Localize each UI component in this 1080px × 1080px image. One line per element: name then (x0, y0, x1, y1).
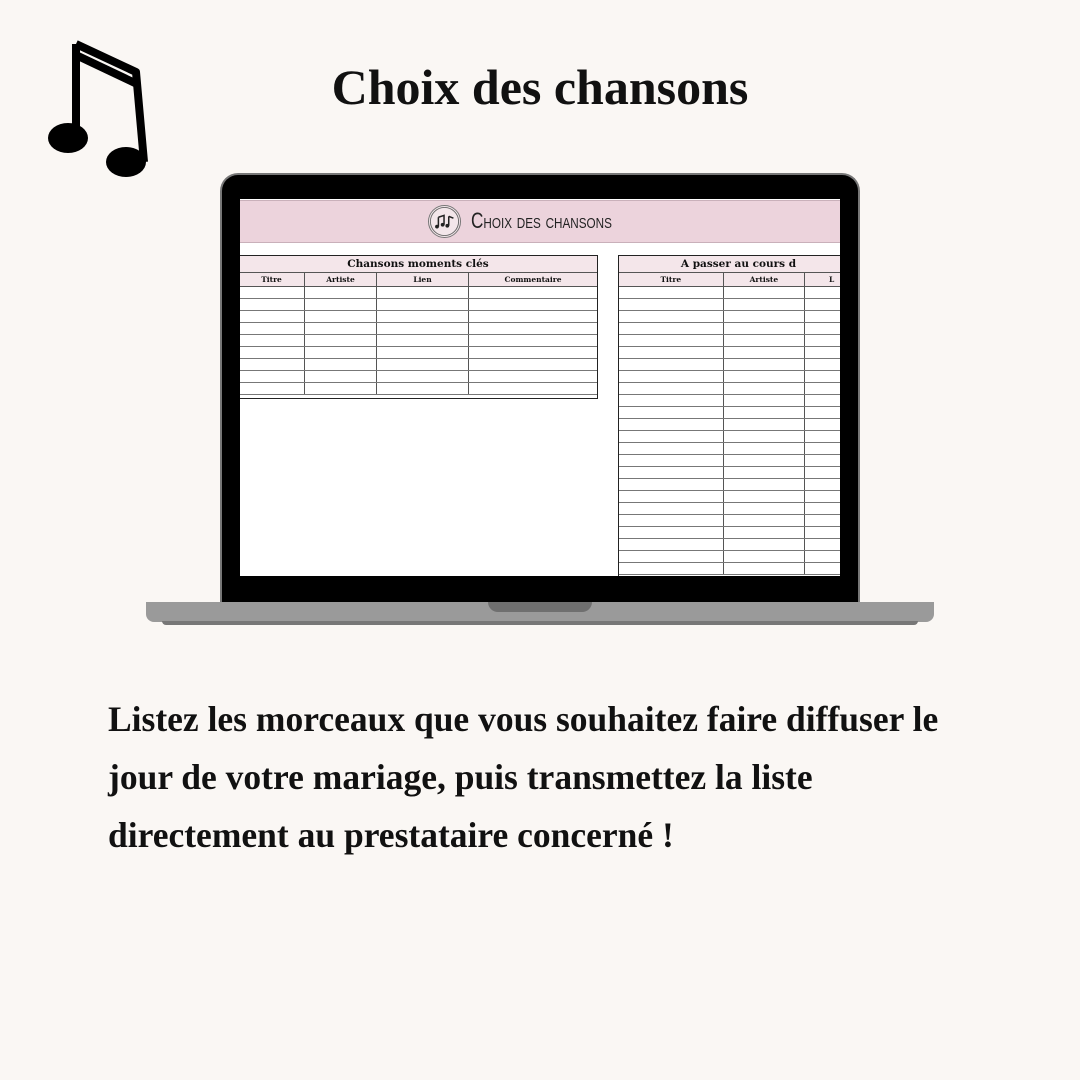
table-row[interactable] (619, 479, 840, 491)
table-title: A passer au cours d (619, 256, 840, 273)
table-row[interactable] (240, 287, 597, 299)
table-row[interactable] (619, 287, 840, 299)
table-cell[interactable] (805, 467, 840, 478)
table-cell[interactable] (619, 407, 724, 418)
table-cell[interactable] (469, 383, 597, 394)
table-cell[interactable] (805, 359, 840, 370)
table-cell[interactable] (619, 359, 724, 370)
table-cell[interactable] (240, 371, 305, 382)
spreadsheet-screen (240, 199, 840, 576)
table-cell[interactable] (305, 335, 377, 346)
table-body (619, 287, 840, 575)
table-cell[interactable] (805, 563, 840, 574)
table-row[interactable] (619, 515, 840, 527)
table-cell[interactable] (724, 407, 806, 418)
table-row[interactable] (619, 431, 840, 443)
table-cell[interactable] (724, 455, 806, 466)
table-cell[interactable] (619, 323, 724, 334)
table-cell[interactable] (724, 371, 806, 382)
table-cell[interactable] (240, 359, 305, 370)
table-cell[interactable] (724, 431, 806, 442)
table-cell[interactable] (619, 335, 724, 346)
table-cell[interactable] (305, 347, 377, 358)
table-cell[interactable] (619, 467, 724, 478)
table-row[interactable] (240, 347, 597, 359)
table-cell[interactable] (377, 311, 469, 322)
table-row[interactable] (619, 311, 840, 323)
table-cell[interactable] (805, 527, 840, 538)
table-row[interactable] (240, 323, 597, 335)
table-row[interactable] (619, 419, 840, 431)
table-cell[interactable] (305, 383, 377, 394)
table-cell[interactable] (805, 299, 840, 310)
table-cell[interactable] (805, 455, 840, 466)
sheet-title: Choix des chansons (471, 208, 612, 233)
table-cell[interactable] (805, 323, 840, 334)
table-cell[interactable] (805, 407, 840, 418)
table-cell[interactable] (377, 287, 469, 298)
table-cell[interactable] (805, 551, 840, 562)
table-cell[interactable] (305, 323, 377, 334)
table-cell[interactable] (724, 383, 806, 394)
table-row[interactable] (240, 311, 597, 323)
table-cell[interactable] (724, 395, 806, 406)
table-cell[interactable] (377, 323, 469, 334)
table-cell[interactable] (724, 491, 806, 502)
table-row[interactable] (619, 299, 840, 311)
table-cell[interactable] (724, 323, 806, 334)
table-cell[interactable] (724, 563, 806, 574)
table-cell[interactable] (805, 335, 840, 346)
table-cell[interactable] (805, 395, 840, 406)
table-cell[interactable] (469, 359, 597, 370)
table-cell[interactable] (619, 527, 724, 538)
table-cell[interactable] (805, 491, 840, 502)
table-cell[interactable] (619, 503, 724, 514)
table-cell[interactable] (724, 479, 806, 490)
table-cell[interactable] (305, 299, 377, 310)
table-row[interactable] (619, 443, 840, 455)
table-key-moments (240, 255, 598, 399)
table-cell[interactable] (240, 347, 305, 358)
table-cell[interactable] (724, 335, 806, 346)
table-row[interactable] (240, 371, 597, 383)
table-header-row (240, 273, 597, 287)
table-cell[interactable] (619, 383, 724, 394)
table-cell[interactable] (240, 323, 305, 334)
table-cell[interactable] (724, 551, 806, 562)
table-row[interactable] (240, 383, 597, 395)
table-body (240, 287, 597, 395)
laptop-base-edge (162, 621, 918, 625)
table-cell[interactable] (805, 383, 840, 394)
table-cell[interactable] (724, 443, 806, 454)
table-cell[interactable] (805, 515, 840, 526)
table-row[interactable] (619, 563, 840, 575)
table-header-row (619, 273, 840, 287)
table-cell[interactable] (805, 347, 840, 358)
table-cell[interactable] (377, 347, 469, 358)
table-cell[interactable] (619, 347, 724, 358)
table-cell[interactable] (724, 539, 806, 550)
table-cell[interactable] (724, 311, 806, 322)
description-text: Listez les morceaux que vous souhaitez faire diffuser le jour de votre mariage, puis transmettez la liste directement au prestataire concerné ! (108, 699, 939, 855)
table-cell[interactable] (724, 419, 806, 430)
table-cell[interactable] (805, 311, 840, 322)
music-notes-icon (428, 205, 461, 238)
table-cell[interactable] (305, 359, 377, 370)
column-header-link: L (828, 275, 835, 284)
table-row[interactable] (619, 527, 840, 539)
table-title: Chansons moments clés (240, 256, 597, 273)
table-cell[interactable] (305, 311, 377, 322)
table-cell[interactable] (240, 311, 305, 322)
table-cell[interactable] (724, 515, 806, 526)
table-row[interactable] (619, 455, 840, 467)
table-row[interactable] (619, 347, 840, 359)
table-cell[interactable] (619, 287, 724, 298)
table-cell[interactable] (469, 347, 597, 358)
table-cell[interactable] (377, 371, 469, 382)
column-header-title: Titre (240, 273, 305, 286)
table-row[interactable] (619, 371, 840, 383)
table-cell[interactable] (305, 287, 377, 298)
table-cell[interactable] (724, 467, 806, 478)
table-row[interactable] (619, 467, 840, 479)
table-row[interactable] (240, 335, 597, 347)
table-cell[interactable] (619, 515, 724, 526)
table-cell[interactable] (619, 491, 724, 502)
table-row[interactable] (619, 503, 840, 515)
table-cell[interactable] (724, 527, 806, 538)
page-title: Choix des chansons (331, 59, 749, 115)
table-cell[interactable] (240, 383, 305, 394)
column-header-artist: Artiste (724, 273, 806, 286)
table-cell[interactable] (805, 431, 840, 442)
table-cell[interactable] (619, 299, 724, 310)
table-during-evening (618, 255, 840, 576)
table-cell[interactable] (377, 383, 469, 394)
column-header-comment: Commentaire (504, 275, 562, 284)
laptop-notch (488, 602, 592, 612)
table-row[interactable] (619, 359, 840, 371)
table-cell[interactable] (240, 335, 305, 346)
table-cell[interactable] (619, 443, 724, 454)
table-cell[interactable] (377, 335, 469, 346)
table-row[interactable] (240, 299, 597, 311)
table-cell[interactable] (619, 311, 724, 322)
table-cell[interactable] (805, 419, 840, 430)
table-cell[interactable] (469, 371, 597, 382)
table-row[interactable] (619, 407, 840, 419)
table-cell[interactable] (724, 347, 806, 358)
table-cell[interactable] (240, 287, 305, 298)
table-cell[interactable] (619, 371, 724, 382)
table-cell[interactable] (469, 287, 597, 298)
table-cell[interactable] (805, 539, 840, 550)
table-cell[interactable] (619, 431, 724, 442)
table-cell[interactable] (805, 371, 840, 382)
table-row[interactable] (619, 551, 840, 563)
table-cell[interactable] (619, 395, 724, 406)
table-row[interactable] (619, 539, 840, 551)
table-cell[interactable] (724, 299, 806, 310)
table-cell[interactable] (377, 299, 469, 310)
table-cell[interactable] (724, 287, 806, 298)
table-row[interactable] (240, 359, 597, 371)
table-cell[interactable] (240, 299, 305, 310)
table-row[interactable] (619, 395, 840, 407)
table-row[interactable] (619, 491, 840, 503)
table-row[interactable] (619, 383, 840, 395)
table-cell[interactable] (619, 455, 724, 466)
table-cell[interactable] (619, 551, 724, 562)
column-header-title: Titre (619, 273, 724, 286)
table-cell[interactable] (805, 503, 840, 514)
table-row[interactable] (619, 335, 840, 347)
table-cell[interactable] (305, 371, 377, 382)
table-cell[interactable] (805, 443, 840, 454)
table-cell[interactable] (805, 479, 840, 490)
table-cell[interactable] (377, 359, 469, 370)
table-cell[interactable] (469, 311, 597, 322)
table-cell[interactable] (469, 323, 597, 334)
table-cell[interactable] (805, 287, 840, 298)
table-cell[interactable] (469, 335, 597, 346)
table-cell[interactable] (619, 539, 724, 550)
table-cell[interactable] (619, 479, 724, 490)
column-header-artist: Artiste (305, 273, 377, 286)
table-row[interactable] (619, 323, 840, 335)
table-cell[interactable] (619, 563, 724, 574)
table-cell[interactable] (619, 419, 724, 430)
column-header-link: Lien (377, 273, 469, 286)
table-cell[interactable] (724, 359, 806, 370)
sheet-header (240, 200, 840, 243)
table-cell[interactable] (724, 503, 806, 514)
table-cell[interactable] (469, 299, 597, 310)
